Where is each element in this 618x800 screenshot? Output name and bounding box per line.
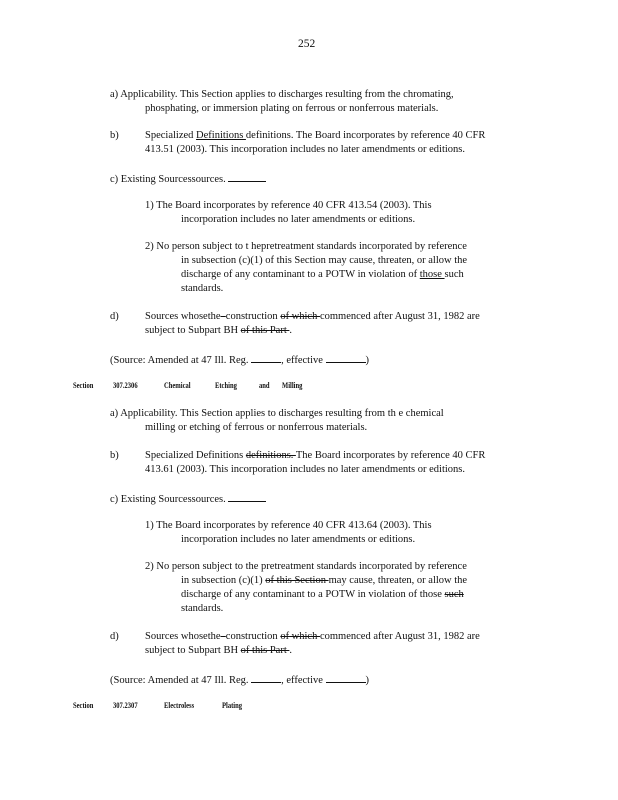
- definitions-paragraph: Specialized Definitions definitions. The Board incorporates by reference 40 CFR: [145, 130, 486, 141]
- item-b-label: b): [110, 130, 119, 141]
- page-number: 252: [298, 38, 316, 50]
- inserted-blank: [228, 491, 266, 502]
- sources-paragraph-cont: subject to Subpart BH of this Part .: [145, 325, 293, 336]
- item-b-label: b): [110, 450, 119, 461]
- definitions-paragraph-cont: 413.61 (2003). This incorporation includes no later amendments or editions.: [145, 464, 465, 475]
- existing-sources-item-2-line4: standards.: [181, 603, 224, 614]
- section-title-word: Milling: [282, 381, 303, 390]
- applicability-paragraph-cont: milling or etching of ferrous or nonferrous materials.: [145, 422, 368, 433]
- applicability-paragraph: a) Applicability. This Section applies to discharges resulting from th e chemical: [110, 408, 444, 419]
- inserted-text: those: [419, 269, 445, 280]
- existing-sources-item-2-line3: discharge of any contaminant to a POTW in violation of those such: [181, 589, 464, 600]
- section-label: Section: [73, 381, 94, 390]
- struck-text: of this Section: [265, 575, 329, 586]
- section-title-word: Etching: [215, 381, 237, 390]
- sources-paragraph: Sources whosethe construction of which commenced after August 31, 1982 are: [145, 311, 480, 322]
- struck-text: of this Part: [240, 325, 290, 336]
- existing-sources-item-2: 2) No person subject to t hepretreatment standards incorporated by reference: [145, 241, 467, 252]
- struck-text: such: [444, 589, 464, 600]
- inserted-blank: [228, 171, 266, 182]
- applicability-paragraph: a) Applicability. This Section applies to discharges resulting from the chromating,: [110, 89, 454, 100]
- existing-sources-item-2-line4: standards.: [181, 283, 224, 294]
- existing-sources-item-1-cont: incorporation includes no later amendments or editions.: [181, 534, 416, 545]
- item-d-label: d): [110, 631, 119, 642]
- sources-paragraph: Sources whosethe construction of which commenced after August 31, 1982 are: [145, 631, 480, 642]
- existing-sources-heading: c) Existing Sourcessources.: [110, 491, 266, 507]
- existing-sources-item-1: 1) The Board incorporates by reference 40 CFR 413.54 (2003). This: [145, 200, 432, 211]
- existing-sources-item-2-line2: in subsection (c)(1) of this Section may cause, threaten, or allow the: [181, 575, 468, 586]
- section-title-word: Chemical: [164, 381, 191, 390]
- definitions-paragraph-cont: 413.51 (2003). This incorporation includes no later amendments or editions.: [145, 144, 465, 155]
- existing-sources-item-2: 2) No person subject to the pretreatment standards incorporated by reference: [145, 561, 467, 572]
- struck-text: definitions.: [245, 450, 296, 461]
- source-note: (Source: Amended at 47 Ill. Reg. , effective ): [110, 672, 369, 688]
- existing-sources-heading: c) Existing Sourcessources.: [110, 171, 266, 187]
- struck-text: of which: [280, 311, 320, 322]
- applicability-paragraph-cont: phosphating, or immersion plating on ferrous or nonferrous materials.: [145, 103, 439, 114]
- section-title-word: Plating: [222, 701, 243, 710]
- inserted-text: Definitions: [196, 130, 246, 141]
- struck-text: of this Part: [240, 645, 290, 656]
- existing-sources-item-2-line3: discharge of any contaminant to a POTW in violation of those such: [181, 269, 464, 280]
- section-number: 307.2307: [113, 701, 138, 710]
- existing-sources-item-1-cont: incorporation includes no later amendments or editions.: [181, 214, 416, 225]
- section-number: 307.2306: [113, 381, 138, 390]
- source-note: (Source: Amended at 47 Ill. Reg. , effective ): [110, 352, 369, 368]
- section-label: Section: [73, 701, 94, 710]
- definitions-paragraph: Specialized Definitions definitions. The Board incorporates by reference 40 CFR: [145, 450, 486, 461]
- existing-sources-item-2-line2: in subsection (c)(1) of this Section may cause, threaten, or allow the: [181, 255, 468, 266]
- struck-text: of which: [280, 631, 320, 642]
- section-title-word: Electroless: [164, 701, 195, 710]
- section-title-word: and: [259, 381, 270, 390]
- sources-paragraph-cont: subject to Subpart BH of this Part .: [145, 645, 293, 656]
- item-d-label: d): [110, 311, 119, 322]
- existing-sources-item-1: 1) The Board incorporates by reference 40 CFR 413.64 (2003). This: [145, 520, 432, 531]
